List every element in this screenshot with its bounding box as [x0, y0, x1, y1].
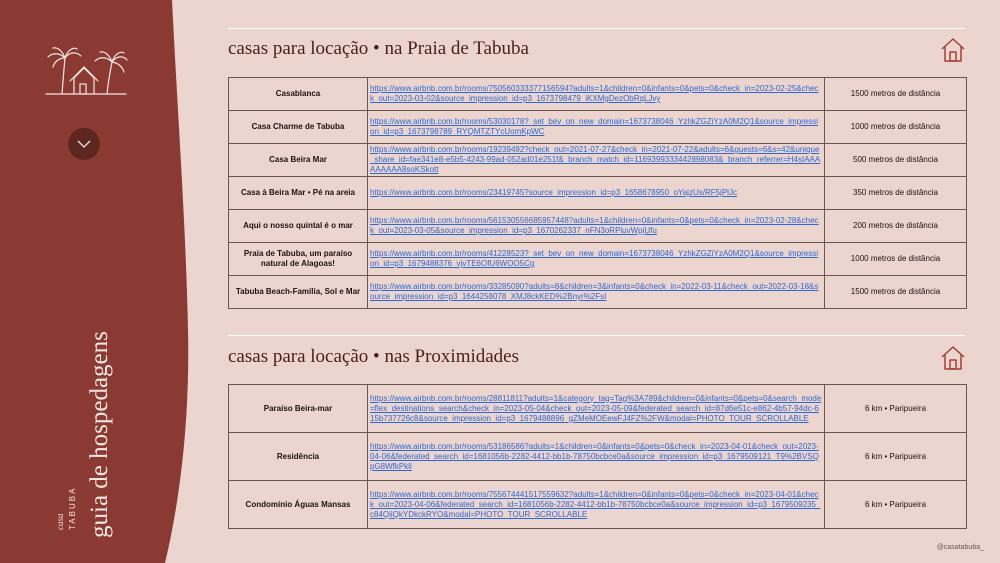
house-name: Paraíso Beira-mar: [229, 385, 368, 433]
airbnb-link[interactable]: https://www.airbnb.com.br/rooms/755674441517559632?adults=1&children=0&infants=0&pets=0&check_in=2023-04-01&check_out=2023-04-06&federated_search_id=1681056b-2282-4412-bb1b-78750bcbce0a&source_impression_id=p3_1679509235_c84QiiQkYDkckRYO&modal=PHOTO_TOUR_SCROLLABLE: [370, 489, 821, 519]
house-outline-icon: [940, 37, 966, 63]
distance: 6 km • Paripueira: [825, 433, 967, 481]
brand-name: TABUBA: [68, 486, 77, 530]
distance: 6 km • Paripueira: [825, 385, 967, 433]
house-name: Residência: [229, 433, 368, 481]
section-title-tabuba: casas para locação • na Praia de Tabuba: [228, 38, 529, 59]
house-name: Condomínio Águas Mansas: [229, 481, 368, 529]
social-handle: @casatabuba_: [936, 544, 984, 551]
airbnb-link[interactable]: https://www.airbnb.com.br/rooms/561530556685957448?adults=1&children=0&infants=0&pets=0&check_in=2023-02-28&check_out=2023-03-05&source_impression_id=p3_1670262337_nFN3oRPiuvWpjUfu: [370, 216, 819, 235]
house-name: Casa Beira Mar: [229, 144, 368, 177]
house-name: Casa à Beira Mar • Pé na areia: [229, 177, 368, 210]
distance: 6 km • Paripueira: [825, 481, 967, 529]
airbnb-link[interactable]: https://www.airbnb.com.br/rooms/23419745?source_impression_id=p3_1658678950_oYajzUs/RF5jPlJc: [370, 188, 737, 197]
table-tabuba: [228, 77, 967, 309]
table-row: [229, 481, 967, 529]
table-row: [229, 111, 967, 144]
section-divider: [228, 335, 965, 336]
section-title-proximidades: casas para locação • nas Proximidades: [228, 346, 520, 367]
airbnb-link[interactable]: https://www.airbnb.com.br/rooms/33285090?adults=8&children=3&infants=0&check_in=2022-03-11&check_out=2022-03-18&source_impression_id=p3_1644258078_XMJ8ckKED%2Bnyr%2FsI: [370, 282, 819, 301]
table-row: [229, 276, 967, 309]
airbnb-link[interactable]: https://www.airbnb.com.br/rooms/19239492?check_out=2021-07-27&check_in=2021-07-22&adults=6&guests=6&s=42&unique_share_id=fae341e8-e5b5-4243-99ad-052ad01e251f&_branch_match_id=1169399333442898083&_branch_referrer=H4sIAAAAAAAAA8soKSkott: [370, 145, 821, 174]
table-row: [229, 433, 967, 481]
house-name: Tabuba Beach-Família, Sol e Mar: [229, 276, 368, 309]
distance: 500 metros de distância: [825, 144, 967, 177]
house-name: Casa Charme de Tabuba: [229, 111, 368, 144]
house-outline-icon: [940, 345, 966, 371]
brand-script: casa: [55, 513, 65, 530]
table-row: [229, 78, 967, 111]
table-row: [229, 144, 967, 177]
airbnb-link[interactable]: https://www.airbnb.com.br/rooms/41228523?_set_bev_on_new_domain=1673738046_YzhkZGZiYzA0M2Q1&source_impression_id=p3_1679488376_vjvTE6OfU6WOO5Cg: [370, 249, 819, 268]
table-row: [229, 210, 967, 243]
scroll-down-button[interactable]: [68, 128, 100, 160]
vertical-title: [77, 290, 115, 540]
brand-vertical: [55, 380, 79, 540]
chevron-down-icon: [77, 140, 91, 148]
airbnb-link[interactable]: https://www.airbnb.com.br/rooms/28811811?adults=1&category_tag=Tag%3A789&children=0&infants=0&pets=0&search_mode=flex_destinations_search&check_in=2023-05-04&check_out=2023-05-09&federated_search_id=87d6e51c-e862-4b57-94dc-615b737726c8&source_impression_id=p3_1679488896_gZMeMOEewFJ4FZ%2FW&modal=PHOTO_TOUR_SCROLLABLE: [370, 393, 822, 423]
house-name: Casablanca: [229, 78, 368, 111]
distance: 1500 metros de distância: [825, 78, 967, 111]
palm-trees-house-logo-icon: [44, 46, 128, 98]
airbnb-link[interactable]: https://www.airbnb.com.br/rooms/53030178?_set_bev_on_new_domain=1673738046_YzhkZGZiYzA0M2Q1&source_impression_id=p3_1673798789_RYQMTZTYcUomKpWC: [370, 117, 819, 136]
distance: 200 metros de distância: [825, 210, 967, 243]
house-name: Praia de Tabuba, um paraíso natural de Alagoas!: [229, 243, 368, 276]
sidebar: [0, 0, 190, 563]
distance: 1000 metros de distância: [825, 111, 967, 144]
table-row: [229, 243, 967, 276]
section-divider: [228, 28, 965, 29]
airbnb-link[interactable]: https://www.airbnb.com.br/rooms/53186586?adults=1&children=0&infants=0&pets=0&check_in=2023-04-01&check_out=2023-04-06&federated_search_id=1681056b-2282-4412-bb1b-78750bcbce0a&source_impression_id=p3_1679509121_T9%2BVSQpG8WfkPkli: [370, 441, 819, 471]
table-row: [229, 385, 967, 433]
guide-title: guia de hospedagens: [86, 331, 113, 538]
house-name: Aqui o nosso quintal é o mar: [229, 210, 368, 243]
distance: 350 metros de distância: [825, 177, 967, 210]
table-proximidades: [228, 384, 967, 529]
airbnb-link[interactable]: https://www.airbnb.com.br/rooms/750560333377156594?adults=1&children=0&infants=0&pets=0&check_in=2023-02-25&check_out=2023-03-02&source_impression_id=p3_1673798479_iKXMgDezObRqLJvy: [370, 84, 819, 103]
distance: 1000 metros de distância: [825, 243, 967, 276]
table-row: [229, 177, 967, 210]
distance: 1500 metros de distância: [825, 276, 967, 309]
